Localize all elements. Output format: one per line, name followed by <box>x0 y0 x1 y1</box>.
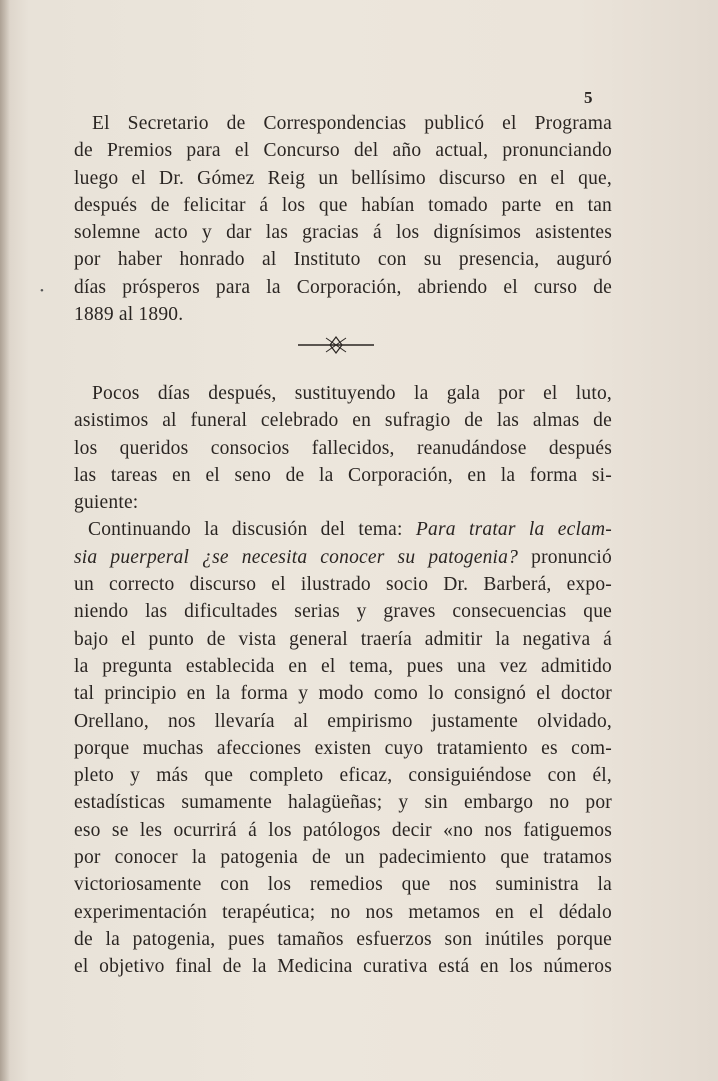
text-line: estadísticas sumamente halagüeñas; y sin embargo no por <box>74 792 612 814</box>
text-line: El Secretario de Correspondencias publicó el Programa <box>92 113 612 134</box>
text-line: pleto y más que completo eficaz, consiguiéndose con él, <box>74 765 612 787</box>
text-line: asistimos al funeral celebrado en sufragio de las almas de <box>74 410 612 432</box>
margin-dot: • <box>40 285 44 297</box>
text-line: eso se les ocurrirá á los patólogos decir «no nos fatiguemos <box>74 819 612 841</box>
paragraph-1 <box>74 110 612 328</box>
text-line: los queridos consocios fallecidos, reanudándose después <box>74 437 612 459</box>
text-line: bajo el punto de vista general traería admitir la negativa á <box>74 628 612 650</box>
text-line: después de felicitar á los que habían tomado parte en tan <box>74 194 612 216</box>
text-line: el objetivo final de la Medicina curativa está en los números <box>74 956 612 978</box>
text-line: Pocos días después, sustituyendo la gala por el luto, <box>92 383 612 404</box>
section-divider-ornament <box>296 334 376 356</box>
text-line: 1889 al 1890. <box>74 304 184 326</box>
text-line <box>74 516 612 543</box>
text-run: pronunció <box>518 546 612 568</box>
text-line: Orellano, nos llevaría al empirismo justamente olvidado, <box>74 710 612 732</box>
text-line: victoriosamente con los remedios que nos suministra la <box>74 874 612 896</box>
text-line: tal principio en la forma y modo como lo consignó el doctor <box>74 683 612 705</box>
text-line: por conocer la patogenia de un padecimiento que tratamos <box>74 847 612 869</box>
paragraph-2-and-3 <box>74 380 612 981</box>
italic-topic-text: Para tratar la eclam- <box>415 519 613 541</box>
text-line <box>74 544 612 571</box>
text-line: días prósperos para la Corporación, abriendo el curso de <box>74 276 612 298</box>
page-edge-shadow <box>0 0 10 1081</box>
text-line: niendo las dificultades serias y graves consecuencias que <box>74 601 612 623</box>
text-line: las tareas en el seno de la Corporación, en la forma si- <box>74 464 612 486</box>
text-line: guiente: <box>74 492 139 514</box>
text-line: luego el Dr. Gómez Reig un bellísimo discurso en el que, <box>74 167 612 189</box>
italic-topic-text: sia puerperal ¿se necesita conocer su patogenia? <box>74 546 519 568</box>
text-line: experimentación terapéutica; no nos metamos en el dédalo <box>74 901 612 923</box>
text-line: solemne acto y dar las gracias á los dignísimos asistentes <box>74 222 612 244</box>
text-line: un correcto discurso el ilustrado socio Dr. Barberá, expo- <box>74 574 612 596</box>
text-line: de la patogenia, pues tamaños esfuerzos son inútiles porque <box>74 928 612 950</box>
text-line: de Premios para el Concurso del año actual, pronunciando <box>74 140 612 162</box>
page-number: 5 <box>584 88 593 107</box>
text-line: por haber honrado al Instituto con su presencia, auguró <box>74 249 612 271</box>
text-line: porque muchas afecciones existen cuyo tratamiento es com- <box>74 737 612 759</box>
text-run: Continuando la discusión del tema: <box>88 519 416 541</box>
text-line: la pregunta establecida en el tema, pues una vez admitido <box>74 655 612 677</box>
